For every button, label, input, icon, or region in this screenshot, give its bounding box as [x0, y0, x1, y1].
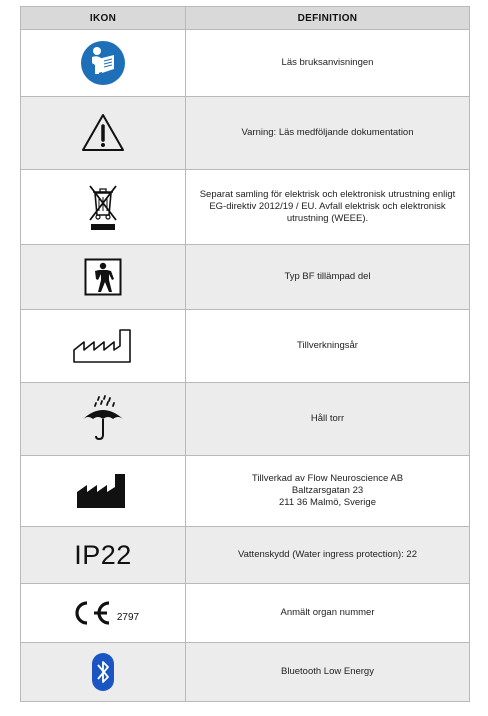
manufacturer-factory-icon [75, 472, 131, 510]
table-row [21, 30, 470, 97]
ip-rating-text: IP22 [74, 539, 132, 570]
weee-crossed-bin-icon [88, 183, 118, 231]
symbols-table [20, 6, 470, 702]
table-row [21, 170, 470, 245]
definition-cell: Tillverkad av Flow Neuroscience AB Baltzarsgatan 23 211 36 Malmö, Sverige [186, 456, 470, 526]
table-header [21, 7, 470, 30]
header-icon-column: IKON [21, 7, 186, 29]
ce-mark [67, 600, 139, 626]
keep-dry-umbrella-icon [79, 395, 127, 443]
definition-cell: Separat samling för elektrisk och elektronisk utrustning enligt EG-direktiv 2012/19 / EU. Avfall elektrisk och elektronisk utrustning (WEEE). [186, 170, 470, 244]
definition-cell: Varning: Läs medföljande dokumentation [186, 97, 470, 169]
table-row [21, 643, 470, 702]
header-definition-column: DEFINITION [186, 7, 470, 29]
definition-cell: Bluetooth Low Energy [186, 643, 470, 701]
definition-cell: Vattenskydd (Water ingress protection): 22 [186, 527, 470, 583]
type-bf-applied-part-icon [84, 258, 122, 296]
definition-cell: Håll torr [186, 383, 470, 455]
date-of-manufacture-icon [72, 328, 134, 364]
warning-triangle-icon [81, 113, 125, 153]
definition-cell: Typ BF tillämpad del [186, 245, 470, 309]
table-row [21, 97, 470, 170]
table-row [21, 584, 470, 643]
table-row [21, 527, 470, 584]
notified-body-number: 2797 [116, 612, 140, 623]
definition-cell: Tillverkningsår [186, 310, 470, 382]
table-row [21, 310, 470, 383]
definition-cell: Anmält organ nummer [186, 584, 470, 642]
bluetooth-icon [91, 652, 115, 692]
read-manual-icon [80, 40, 126, 86]
ce-mark-icon [67, 600, 113, 626]
table-row [21, 245, 470, 310]
table-row [21, 456, 470, 527]
table-row [21, 383, 470, 456]
definition-cell: Läs bruksanvisningen [186, 30, 470, 96]
